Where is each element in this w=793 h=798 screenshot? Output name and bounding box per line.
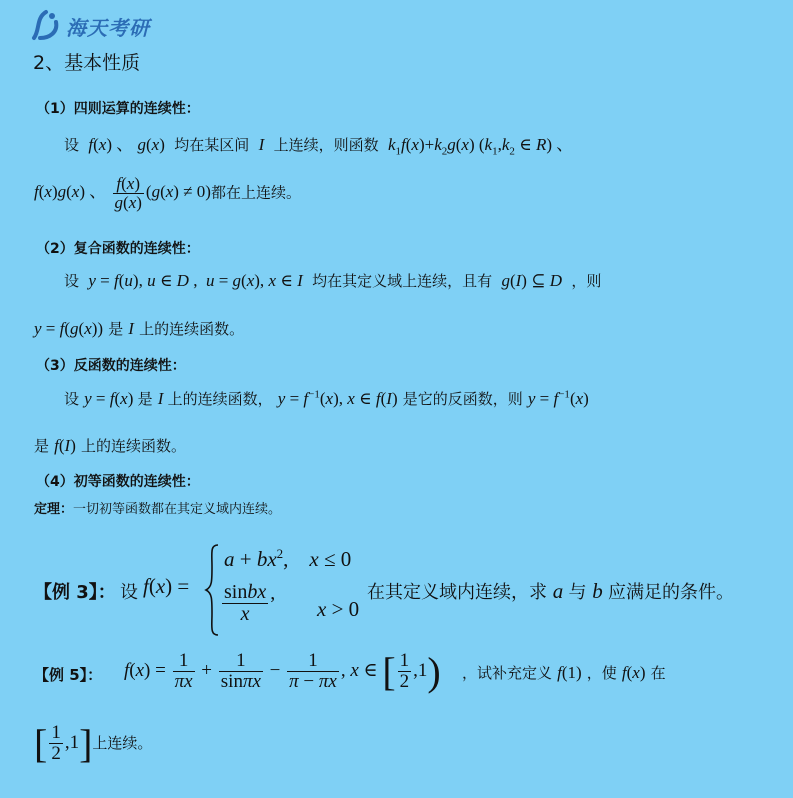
logo-mark-icon bbox=[30, 8, 62, 42]
example-3-pre: 设 bbox=[120, 582, 138, 603]
theorem-label: 定理： bbox=[34, 502, 74, 517]
math-gI-subset-D: g(I) ⊆ D bbox=[501, 271, 562, 290]
example-3-tail: 在其定义域内连续，求 a 与 b 应满足的条件。 bbox=[367, 579, 734, 603]
heading-composite-continuity: （2）复合函数的连续性： bbox=[36, 241, 200, 257]
piece-2: $\frac{\text{sinbx}}{x}$ , bbox=[224, 581, 276, 625]
piece-2-cond: x > 0 bbox=[317, 597, 360, 621]
left-brace-icon bbox=[204, 543, 220, 637]
example-5-tail: ，试补充定义 f(1) ，使 f(x) 在 bbox=[462, 663, 666, 682]
piece-1: $a + bx^2$, x ≤ 0 bbox=[224, 546, 352, 571]
p1-line2: f(x)g(x) 、 $\frac{f(x)}{g(x)}$ (g(x) ≠ 0)都在上连续。 bbox=[34, 174, 301, 212]
math-composite-def: y = f(u), u ∈ D , u = g(x), x ∈ I bbox=[88, 271, 303, 290]
p1-line1: 设 f(x) 、 g(x) 均在某区间 I 上连续，则函数 $k_1f(x)+k_2g(x)$ ($k_1,k_2$ ∈ R) 、 bbox=[64, 135, 574, 158]
example-5-expr: f(x) = $\frac{1}{\pi x}$ + $\frac{1}{\sin\pi x}$ − $\frac{1}{\pi - \pi x}$ , x ∈ [ $\frac{1}{2}$ ,1) bbox=[124, 649, 441, 694]
math-linear-combination: $k_1f(x)+k_2g(x)$ ($k_1,k_2$ ∈ R) 、 bbox=[387, 135, 574, 158]
example-3-fx: f(x) = bbox=[143, 574, 190, 598]
example-5-label: 【例 5】： bbox=[34, 666, 103, 684]
p3-line2: 是 f(I) 上的连续函数。 bbox=[34, 436, 186, 455]
p2-line2: y = f(g(x)) 是 I 上的连续函数。 bbox=[34, 319, 245, 338]
math-fx-gx: f(x) 、 g(x) bbox=[88, 135, 170, 154]
theorem-text: 一切初等函数都在其定义域内连续。 bbox=[73, 502, 282, 517]
p2-line1: 设 y = f(u), u ∈ D , u = g(x), x ∈ I 均在其定义域上连续，且有 g(I) ⊆ D ，则 bbox=[64, 271, 602, 290]
section-title: 2、基本性质 bbox=[33, 52, 141, 74]
example-5-line2: [ $\frac{1}{2}$ ,1]上连续。 bbox=[34, 721, 153, 766]
example-3-label: 【例 3】： bbox=[34, 582, 116, 603]
heading-arithmetic-continuity: （1）四则运算的连续性： bbox=[36, 101, 200, 117]
theorem bbox=[34, 498, 281, 517]
heading-elementary-continuity: （4）初等函数的连续性： bbox=[36, 474, 200, 490]
logo-text: 海天考研 bbox=[66, 16, 150, 40]
math-product-quotient: f(x)g(x) 、 $\frac{f(x)}{g(x)}$ (g(x) ≠ 0) bbox=[34, 174, 211, 212]
math-I: I bbox=[258, 135, 265, 154]
p3-line1: 设 y = f(x) 是 I 上的连续函数， $y = f^{-1}(x)$, x ∈ f(I) 是它的反函数，则 $y = f^{-1}(x)$ bbox=[64, 388, 589, 408]
heading-inverse-continuity: （3）反函数的连续性： bbox=[36, 358, 186, 374]
